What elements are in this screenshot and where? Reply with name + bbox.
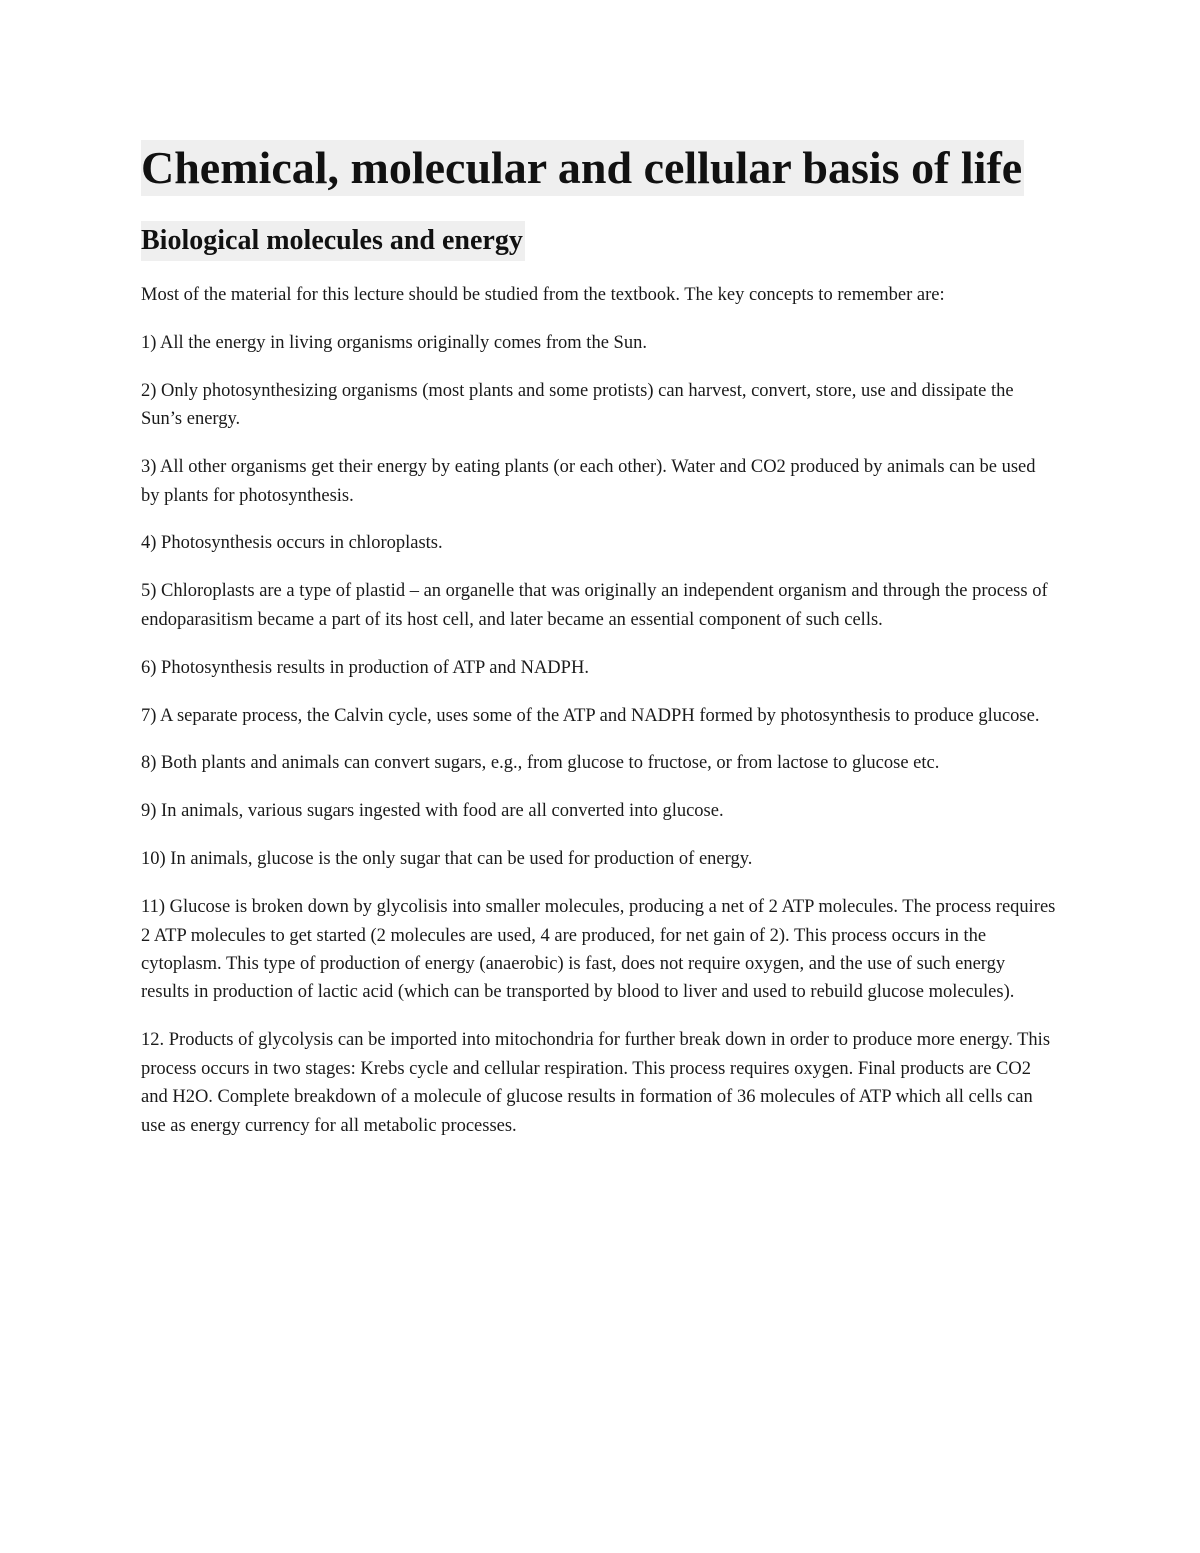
point-6: 6) Photosynthesis results in production of ATP and NADPH.: [141, 657, 589, 678]
section-heading: Biological molecules and energy: [141, 221, 525, 261]
point-1: 1) All the energy in living organisms originally comes from the Sun.: [141, 332, 647, 353]
point-9: 9) In animals, various sugars ingested with food are all converted into glucose.: [141, 801, 724, 822]
point-7: 7) A separate process, the Calvin cycle, uses some of the ATP and NADPH formed by photosynthesis to produce glucose.: [141, 705, 1040, 726]
point-3: 3) All other organisms get their energy by eating plants (or each other). Water and CO2 produced by animals can be used by plants for photosynthesis.: [141, 457, 1036, 506]
point-5: 5) Chloroplasts are a type of plastid – an organelle that was originally an independent organism and through the process of endoparasitism became a part of its host cell, and later became an essential component of such cells.: [141, 581, 1048, 630]
point-10: 10) In animals, glucose is the only sugar that can be used for production of energy.: [141, 849, 753, 870]
point-12: 12. Products of glycolysis can be imported into mitochondria for further break down in order to produce more energy. This process occurs in two stages: Krebs cycle and cellular respiration. This process requires oxygen. Final products are CO2 and H2O. Complete breakdown of a molecule of glucose results in formation of 36 molecules of ATP which all cells can use as energy currency for all metabolic processes.: [141, 1030, 1051, 1136]
intro-paragraph: Most of the material for this lecture should be studied from the textbook. The key concepts to remember are:: [141, 285, 945, 305]
point-11: 11) Glucose is broken down by glycolisis into smaller molecules, producing a net of 2 ATP molecules. The process requires 2 ATP molecules to get started (2 molecules are used, 4 are produced, for net gain of 2). This process occurs in the cytoplasm. This type of production of energy (anaerobic) is fast, does not require oxygen, and the use of such energy results in production of lactic acid (which can be transported by blood to liver and used to rebuild glucose molecules).: [141, 897, 1056, 1003]
point-4: 4) Photosynthesis occurs in chloroplasts.: [141, 533, 443, 554]
page-title: Chemical, molecular and cellular basis of life: [141, 140, 1024, 196]
point-8: 8) Both plants and animals can convert sugars, e.g., from glucose to fructose, or from lactose to glucose etc.: [141, 753, 940, 774]
subtitle-wrapper: [141, 196, 1056, 261]
point-2: 2) Only photosynthesizing organisms (most plants and some protists) can harvest, convert, store, use and dissipate the Sun’s energy.: [141, 380, 1014, 430]
document-page: [141, 140, 1056, 1159]
